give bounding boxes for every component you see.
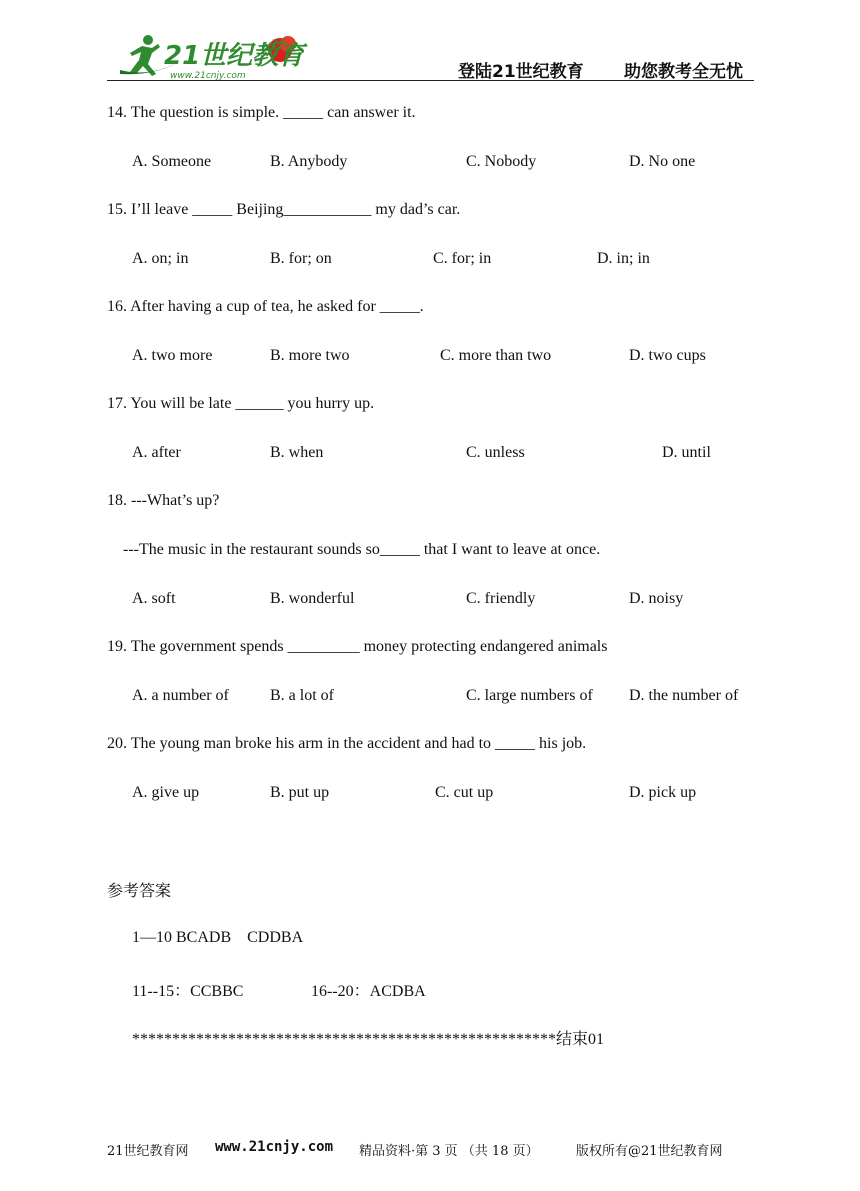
question-14-option-a: A. Someone bbox=[132, 153, 212, 170]
header-slogan: 助您教考全无忧 bbox=[624, 62, 743, 82]
question-20-stem: 20. The young man broke his arm in the accident and had to _____ his job. bbox=[107, 735, 587, 752]
question-18-option-b: B. wonderful bbox=[270, 590, 355, 607]
answers-end-line: *****************************************************结束01 bbox=[132, 1031, 605, 1048]
header-divider bbox=[107, 80, 754, 81]
footer-url[interactable]: www.21cnjy.com bbox=[215, 1139, 334, 1155]
question-15-option-a: A. on; in bbox=[132, 250, 189, 267]
question-16-option-d: D. two cups bbox=[629, 347, 706, 364]
question-19-option-b: B. a lot of bbox=[270, 687, 334, 704]
answers-line-2b: 16--20：ACDBA bbox=[311, 983, 426, 1000]
question-20-option-b: B. put up bbox=[270, 784, 330, 801]
question-19-option-d: D. the number of bbox=[629, 687, 739, 704]
question-18-stem-reply: ---The music in the restaurant sounds so_____ that I want to leave at once. bbox=[123, 541, 601, 558]
logo-graphic bbox=[112, 30, 312, 82]
question-18-option-a: A. soft bbox=[132, 590, 176, 607]
question-17-option-a: A. after bbox=[132, 444, 181, 461]
question-14-option-c: C. Nobody bbox=[466, 153, 537, 170]
question-18-option-c: C. friendly bbox=[466, 590, 536, 607]
question-16-option-c: C. more than two bbox=[440, 347, 552, 364]
footer-page-info: 精品资料·第 3 页 （共 18 页） bbox=[359, 1144, 539, 1159]
question-17-stem: 17. You will be late ______ you hurry up. bbox=[107, 395, 375, 412]
question-19-option-c: C. large numbers of bbox=[466, 687, 593, 704]
question-16-option-b: B. more two bbox=[270, 347, 350, 364]
footer-site: 21世纪教育网 bbox=[107, 1144, 189, 1159]
answers-heading: 参考答案 bbox=[107, 883, 172, 900]
question-20-option-d: D. pick up bbox=[629, 784, 697, 801]
question-18-option-d: D. noisy bbox=[629, 590, 684, 607]
question-17-option-b: B. when bbox=[270, 444, 324, 461]
question-14-stem: 14. The question is simple. _____ can answer it. bbox=[107, 104, 416, 121]
answers-line-2a: 11--15：CCBBC bbox=[132, 983, 244, 1000]
question-16-stem: 16. After having a cup of tea, he asked for _____. bbox=[107, 298, 424, 315]
footer-copyright: 版权所有@21世纪教育网 bbox=[576, 1144, 723, 1159]
question-17-option-c: C. unless bbox=[466, 444, 525, 461]
question-16-option-a: A. two more bbox=[132, 347, 213, 364]
logo-text: 21世纪教育 bbox=[164, 41, 305, 71]
question-20-option-a: A. give up bbox=[132, 784, 200, 801]
question-15-option-d: D. in; in bbox=[597, 250, 650, 267]
question-14-option-d: D. No one bbox=[629, 153, 696, 170]
logo bbox=[112, 30, 312, 82]
logo-url: www.21cnjy.com bbox=[170, 71, 246, 81]
answers-line-1: 1—10 BCADB CDDBA bbox=[132, 929, 304, 946]
question-19-option-a: A. a number of bbox=[132, 687, 229, 704]
question-15-stem: 15. I’ll leave _____ Beijing___________ my dad’s car. bbox=[107, 201, 461, 218]
question-18-stem: 18. ---What’s up? bbox=[107, 492, 220, 509]
header-title: 登陆21世纪教育 bbox=[458, 62, 584, 82]
question-17-option-d: D. until bbox=[662, 444, 711, 461]
question-19-stem: 19. The government spends _________ money protecting endangered animals bbox=[107, 638, 608, 655]
question-15-option-c: C. for; in bbox=[433, 250, 492, 267]
question-20-option-c: C. cut up bbox=[435, 784, 494, 801]
question-15-option-b: B. for; on bbox=[270, 250, 332, 267]
question-14-option-b: B. Anybody bbox=[270, 153, 348, 170]
